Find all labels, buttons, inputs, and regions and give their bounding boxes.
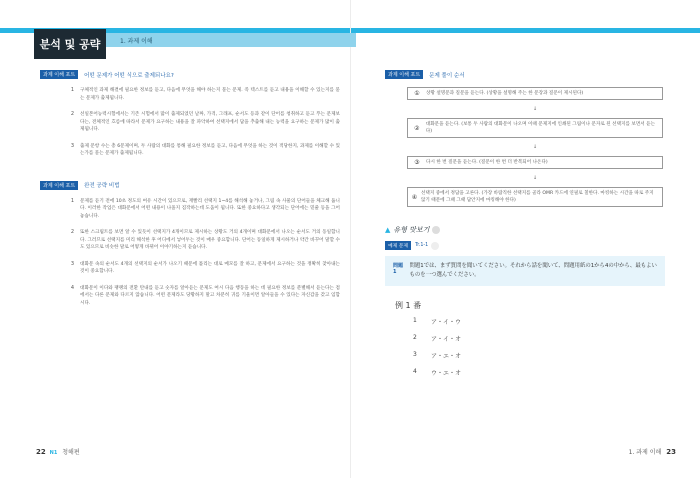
step-number: ①	[414, 90, 420, 97]
step-box	[407, 187, 663, 207]
item-text: 문제를 듣기 전에 10초 정도의 여유 시간이 있으므로, 재빨리 선택지 1~4를 해석해 놓거나, 그림 속 사물의 단어들을 체크해 둡니다. 이러한 작업은 대화문에서 어떤 내용이 나올지 짐작하는데 도움이 됩니다. 또한 중요하다고 생각되는 단어에는 밑줄 등을 그어 놓습니다.	[80, 198, 340, 219]
item-number: 2	[70, 111, 74, 117]
item-text: 또한 스크립트를 보면 알 수 있듯이 선택지가 4개이므로 제시하는 상황도 거의 4개이며 대화문에서 나오는 순서도 거의 동일합니다. 그러므로 선택지를 미리 해석한 후 어디에서 넣어두는 것이 매우 중요합니다. 단어는 동일하게 제시하거나 약간 바꾸어 말할 수도 있으므로 비슷한 말로 어떻게 바뀌어 이야기하는지 듣습니다.	[80, 230, 340, 250]
item-number: 3	[70, 142, 74, 149]
example-number: 例 1 番	[395, 301, 422, 310]
list-item	[40, 198, 340, 221]
section-heading	[385, 70, 675, 79]
level-label: N1	[49, 450, 58, 456]
step-box	[407, 156, 663, 169]
answer-options	[413, 317, 675, 377]
footer-label: 1. 과제 이해	[628, 449, 662, 456]
section-title: 어떤 문제가 어떤 식으로 출제되나요?	[84, 72, 174, 79]
section-tag: 과제 이해 포트	[40, 70, 78, 79]
chapter-title-bar	[106, 33, 356, 47]
page-number: 22	[36, 448, 46, 456]
item-number: 2	[70, 229, 74, 235]
audio-badge-icon	[432, 226, 440, 234]
answer-option	[413, 334, 675, 343]
chapter-title: 1. 과제 이해	[120, 37, 153, 45]
example-tag-row	[385, 241, 675, 250]
cd-disc-icon	[431, 242, 439, 250]
section-tag: 과제 이해 포트	[40, 181, 78, 190]
list-item	[40, 87, 340, 102]
answer-option	[413, 351, 675, 360]
step-number: ③	[414, 159, 420, 166]
item-number: 1	[70, 197, 74, 204]
left-page-content	[40, 70, 340, 316]
example-tag: 예제 문제	[385, 241, 411, 250]
step-text: 다시 한 번 질문을 듣는다. (질문이 한 번 더 반복되어 나온다)	[426, 160, 548, 165]
section-title: 완전 공략 비법	[84, 183, 120, 189]
item-text: 대화문 속의 순서도 4개의 선택지의 순서가 나오기 때문에 틀리는 대로 메모를 잘 하고, 문제에서 요구하는 것을 정확히 찾아내는 것이 중요합니다.	[80, 261, 340, 274]
section-heading	[40, 181, 340, 190]
example-heading	[385, 225, 675, 235]
step-number: ②	[414, 124, 420, 132]
list-item	[40, 261, 340, 276]
down-arrow-icon: ↓	[532, 175, 538, 181]
list-item	[40, 285, 340, 308]
option-text: ア・イ・ウ	[431, 319, 462, 326]
item-number: 1	[70, 87, 74, 93]
option-number: 1	[413, 317, 417, 324]
item-text: 대화문이 이다와 팽팽의 전환 탄내를 듣고 숫자를 알아듣는 문제도 여시 다음 행동을 하는 데 필요한 정보를 분별해서 듣는다는 점에서는 다른 문제와 다르지 않습니다. 어떤 문제라도 당황하지 말고 차분히 귀를 기울이면 알아들을 수 있다는 자신감을 갖고 임합시다.	[80, 285, 340, 306]
track-label: Tr.1-1	[415, 243, 429, 248]
step-number: ④	[411, 193, 418, 201]
list-item	[40, 229, 340, 252]
option-number: 4	[413, 368, 417, 375]
section-tag: 과제 이해 포트	[385, 70, 423, 79]
page-gutter	[350, 0, 351, 478]
section-title: 문제 풀이 순서	[429, 72, 465, 79]
page-number: 23	[666, 448, 676, 456]
list-item	[40, 111, 340, 134]
answer-option	[413, 317, 675, 326]
down-arrow-icon: ↓	[532, 144, 538, 150]
item-number: 4	[70, 284, 74, 291]
option-text: ウ・エ・オ	[431, 370, 462, 377]
section-heading	[40, 70, 340, 79]
step-box	[407, 118, 663, 138]
item-text: 구체적인 과제 해결에 필요한 정보를 듣고, 다음에 무엇을 해야 하는지 묻는 문제. 즉 텍스트를 듣고 내용을 이해할 수 있는지를 묻는 문제가 출제됩니다.	[80, 88, 340, 101]
item-text: 출제 문항 수는 총 6문제이며, 두 사람의 대화를 통해 필요한 정보를 듣고, 다음에 무엇을 하는 것이 적당한지, 과제를 이해할 수 있는가를 묻는 문제가 출제됩니다.	[80, 143, 340, 156]
step-text: 상황 설명문과 질문을 듣는다. (상황을 설명해 주는 한 문장과 질문이 제시된다)	[426, 91, 584, 96]
answer-option	[413, 368, 675, 377]
footer-label: 청해편	[62, 449, 80, 456]
down-arrow-icon: ↓	[532, 106, 538, 112]
list-item	[40, 143, 340, 158]
triangle-icon: ▲	[385, 226, 391, 234]
item-text: 선일본어능력시험에서는 기존 시험에서 많이 출제되었던 날짜, 가격, 그래프, 순서도 등과 같이 단어를 청취하고 듣고 푸는 문제보다는, 전체적인 흐름에 따라서 문제가 요구하는 내용을 잘 파악하여 선택지에서 답을 추출해 내는 능력을 요구하는 문제가 많이 출제됩니다.	[80, 112, 340, 132]
left-footer	[36, 447, 80, 456]
question-box	[385, 256, 665, 286]
example-title: 유형 맛보기	[393, 226, 430, 234]
right-page-content	[385, 70, 675, 385]
question-label: 問題1	[393, 263, 404, 275]
step-box	[407, 87, 663, 100]
option-text: ア・イ・オ	[431, 336, 462, 343]
step-text: 선택지 중에서 정답을 고른다. (가장 바람직한 선택지를 골라 OMR 카드에 연필로 칠한다. 마킹하는 시간을 따로 주지 않기 때문에 그때 그때 답안지에 마킹해야 한다)	[420, 191, 654, 203]
right-footer	[629, 447, 676, 456]
option-text: ア・エ・オ	[431, 353, 462, 360]
option-number: 3	[413, 351, 417, 358]
item-number: 3	[70, 260, 74, 267]
option-number: 2	[413, 334, 417, 341]
question-text: 問題1では、まず質問を聞いてください。それから話を聞いて、問題用紙の1から4の中から、最もよいものを一つ選んでください。	[409, 263, 657, 278]
section-tab: 분석 및 공략	[34, 29, 106, 59]
step-text: 대화문을 듣는다. (보통 두 사람의 대화문이 나오며 이때 문제지에 인쇄된 그림이나 문자로 된 선택지를 보면서 듣는다)	[425, 122, 656, 134]
